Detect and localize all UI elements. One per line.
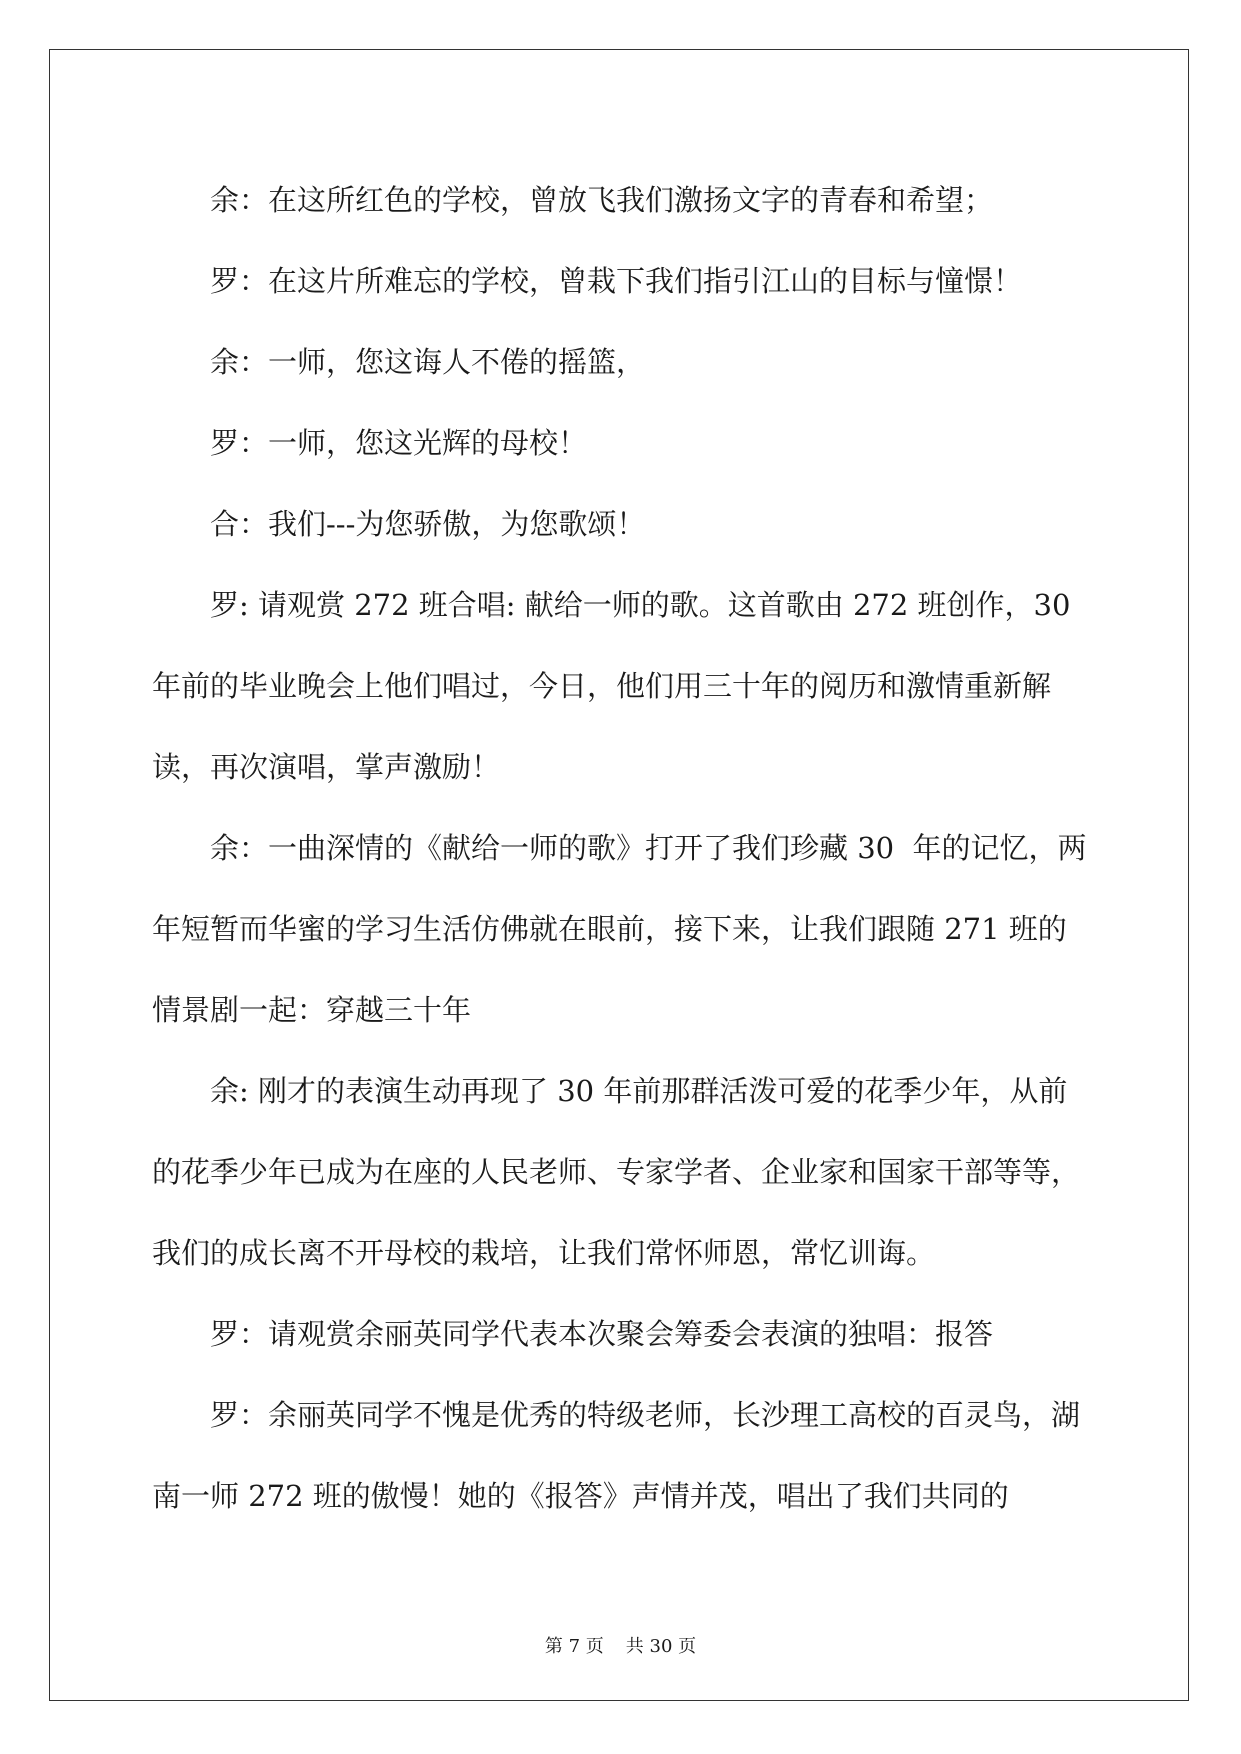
paragraph: 余：一曲深情的《献给一师的歌》打开了我们珍藏 30 年的记忆，两年短暂而华蜜的学习生活仿佛就在眼前，接下来，让我们跟随 271 班的情景剧一起：穿越三十年 [152,831,1087,1027]
page-footer [0,1632,1241,1658]
paragraph: 罗：在这片所难忘的学校，曾栽下我们指引江山的目标与憧憬！ [210,264,1023,298]
document-body [152,160,1092,1537]
paragraph: 合：我们---为您骄傲，为您歌颂！ [210,507,646,541]
paragraph: 余: 刚才的表演生动再现了 30 年前那群活泼可爱的花季少年，从前的花季少年已成为在座的人民老师、专家学者、企业家和国家干部等等，我们的成长离不开母校的栽培，让我们常怀师恩，常忆训诲。 [152,1074,1081,1270]
paragraph: 罗：余丽英同学不愧是优秀的特级老师，长沙理工高校的百灵鸟，湖南一师 272 班的傲慢！她的《报答》声情并茂，唱出了我们共同的 [152,1398,1081,1513]
paragraph: 罗：请观赏余丽英同学代表本次聚会筹委会表演的独唱：报答 [210,1317,994,1351]
paragraph: 余：一师，您这诲人不倦的摇篮， [210,345,646,379]
paragraph: 余：在这所红色的学校，曾放飞我们激扬文字的青春和希望； [210,183,994,217]
paragraph: 罗: 请观赏 272 班合唱: 献给一师的歌。这首歌由 272 班创作，30 年前的毕业晚会上他们唱过，今日，他们用三十年的阅历和激情重新解读，再次演唱，掌声激励！ [152,588,1080,784]
page-number: 第 7 页 [544,1636,604,1657]
paragraph: 罗：一师，您这光辉的母校！ [210,426,588,460]
page-total: 共 30 页 [625,1636,697,1657]
